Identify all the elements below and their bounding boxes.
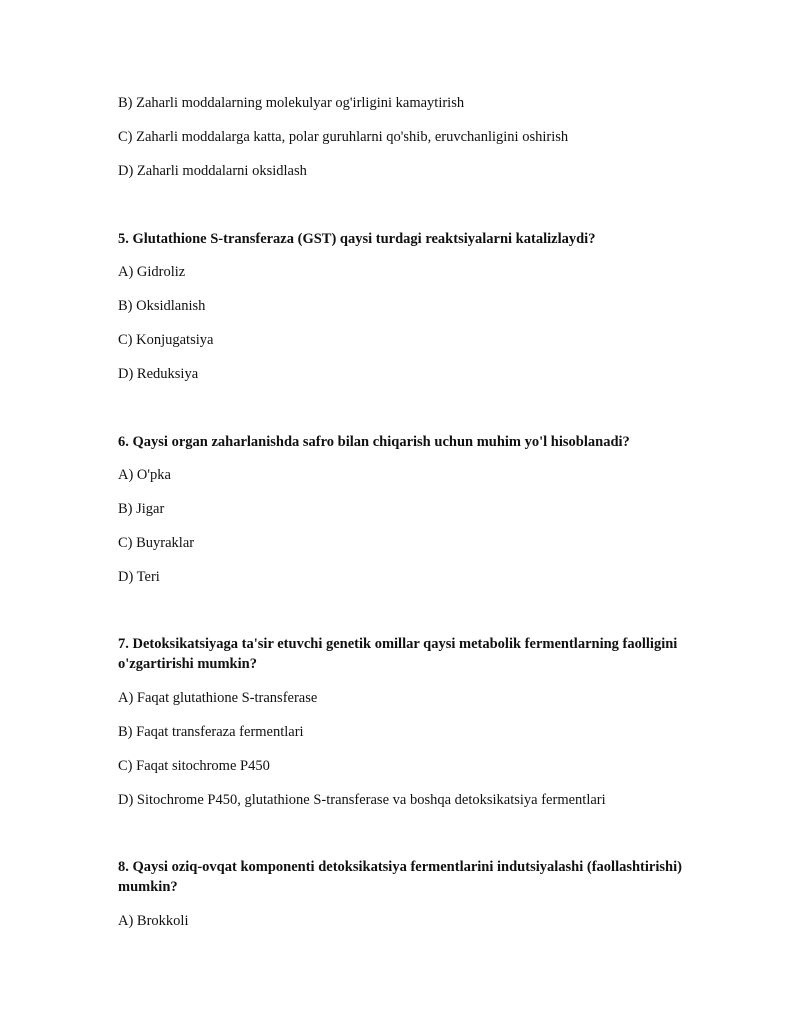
q7-question: 7. Detoksikatsiyaga ta'sir etuvchi genetik omillar qaysi metabolik fermentlarning faolligini o'zgartirishi mumkin? — [118, 636, 678, 672]
q7-option-a: A) Faqat glutathione S-transferase — [118, 690, 318, 706]
q7-option-b: B) Faqat transferaza fermentlari — [118, 724, 304, 740]
q5-question: 5. Glutathione S-transferaza (GST) qaysi turdagi reaktsiyalarni katalizlaydi? — [118, 231, 596, 247]
q4-option-c: C) Zaharli moddalarga katta, polar guruhlarni qo'shib, eruvchanligini oshirish — [118, 129, 569, 145]
q4-option-d: D) Zaharli moddalarni oksidlash — [118, 163, 307, 179]
q6-question: 6. Qaysi organ zaharlanishda safro bilan chiqarish uchun muhim yo'l hisoblanadi? — [118, 434, 630, 450]
q6-option-b: B) Jigar — [118, 501, 165, 517]
q6-option-c: C) Buyraklar — [118, 535, 195, 551]
q8-option-a: A) Brokkoli — [118, 913, 189, 929]
q5-option-c: C) Konjugatsiya — [118, 332, 214, 348]
q5-option-d: D) Reduksiya — [118, 366, 199, 382]
q5-option-b: B) Oksidlanish — [118, 298, 206, 314]
q6-option-d: D) Teri — [118, 569, 160, 585]
q8-question: 8. Qaysi oziq-ovqat komponenti detoksikatsiya fermentlarini indutsiyalashi (faollashtirishi) mumkin? — [118, 859, 682, 895]
q6-option-a: A) O'pka — [118, 467, 171, 483]
q4-option-b: B) Zaharli moddalarning molekulyar og'irligini kamaytirish — [118, 95, 465, 111]
q5-option-a: A) Gidroliz — [118, 264, 186, 280]
q7-option-c: C) Faqat sitochrome P450 — [118, 758, 270, 774]
q7-option-d: D) Sitochrome P450, glutathione S-transferase va boshqa detoksikatsiya fermentlari — [118, 792, 606, 808]
